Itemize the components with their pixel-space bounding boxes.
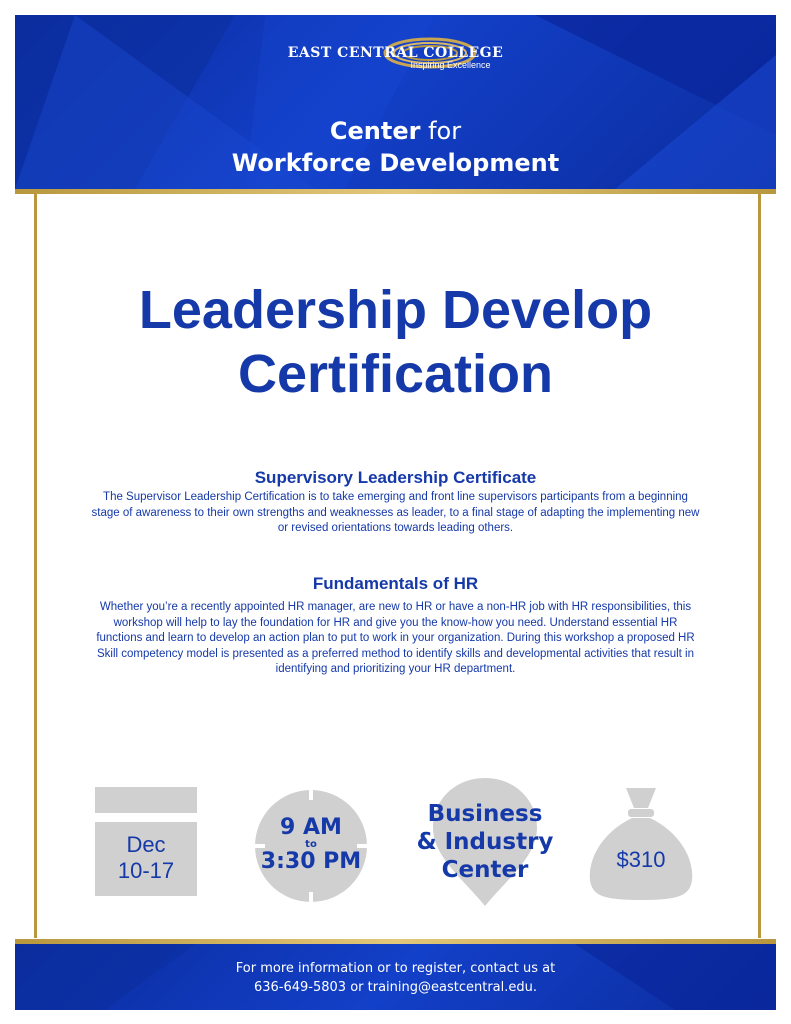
center-prefix: Center [329,117,421,145]
section-heading-hr: Fundamentals of HR [312,574,479,593]
time-block [255,816,367,874]
contact-line-2[interactable]: 636-649-5803 or training@eastcentral.edu. [253,980,537,995]
clock-tick-6 [309,892,313,902]
location-block [395,800,575,884]
money-bag-icon [588,782,694,902]
time-end: 3:30 PM [260,849,362,874]
clock-icon [255,790,367,902]
date-days: 10-17 [117,858,175,883]
section-text-supervisory: The Supervisor Leadership Certification is to take emerging and front line supervisors participants from a beginning stage of awareness to their own strengths and weaknesses as leader, to a final stage of adapting the implementing new or revised orientations towards leading others. [91,491,700,534]
location-line-1: Business [427,801,543,827]
center-name: Workforce Development [231,149,560,177]
header-banner [15,15,776,189]
title-line-1: Leadership Develop [138,280,653,340]
title-line-2: Certification [237,344,554,404]
center-title [15,115,776,179]
date-month: Dec [126,832,166,857]
calendar-icon [95,787,197,813]
college-tagline: Inspiring Excellence [410,60,491,70]
location-line-2: & Industry [416,829,554,855]
location-line-3: Center [441,857,529,883]
contact-line-1: For more information or to register, contact us at [235,961,556,976]
contact-info [15,944,776,997]
time-to: to [305,839,317,850]
college-name: EAST CENTRAL COLLEGE [287,45,504,61]
college-logo [15,45,776,70]
page-title [0,278,791,406]
center-for: for [428,117,462,145]
time-start: 9 AM [280,815,342,840]
clock-tick-12 [309,790,313,800]
section-heading-supervisory: Supervisory Leadership Certificate [254,468,537,487]
price: $310 [616,847,666,872]
section-text-hr: Whether you’re a recently appointed HR manager, are new to HR or have a non-HR job with HR responsibilities, this workshop will help to lay the foundation for HR and give you the know-how you need. Understand essential HR functions and learn to develop an action plan to put to work in your organization. During this workshop a proposed HR Skill competency model is presented as a preferred method to identify skills and developmental activities that result in identifying and prioritizing your HR department. [96,601,695,675]
footer-banner [15,944,776,1010]
info-row [0,780,791,910]
date-block [95,822,197,896]
